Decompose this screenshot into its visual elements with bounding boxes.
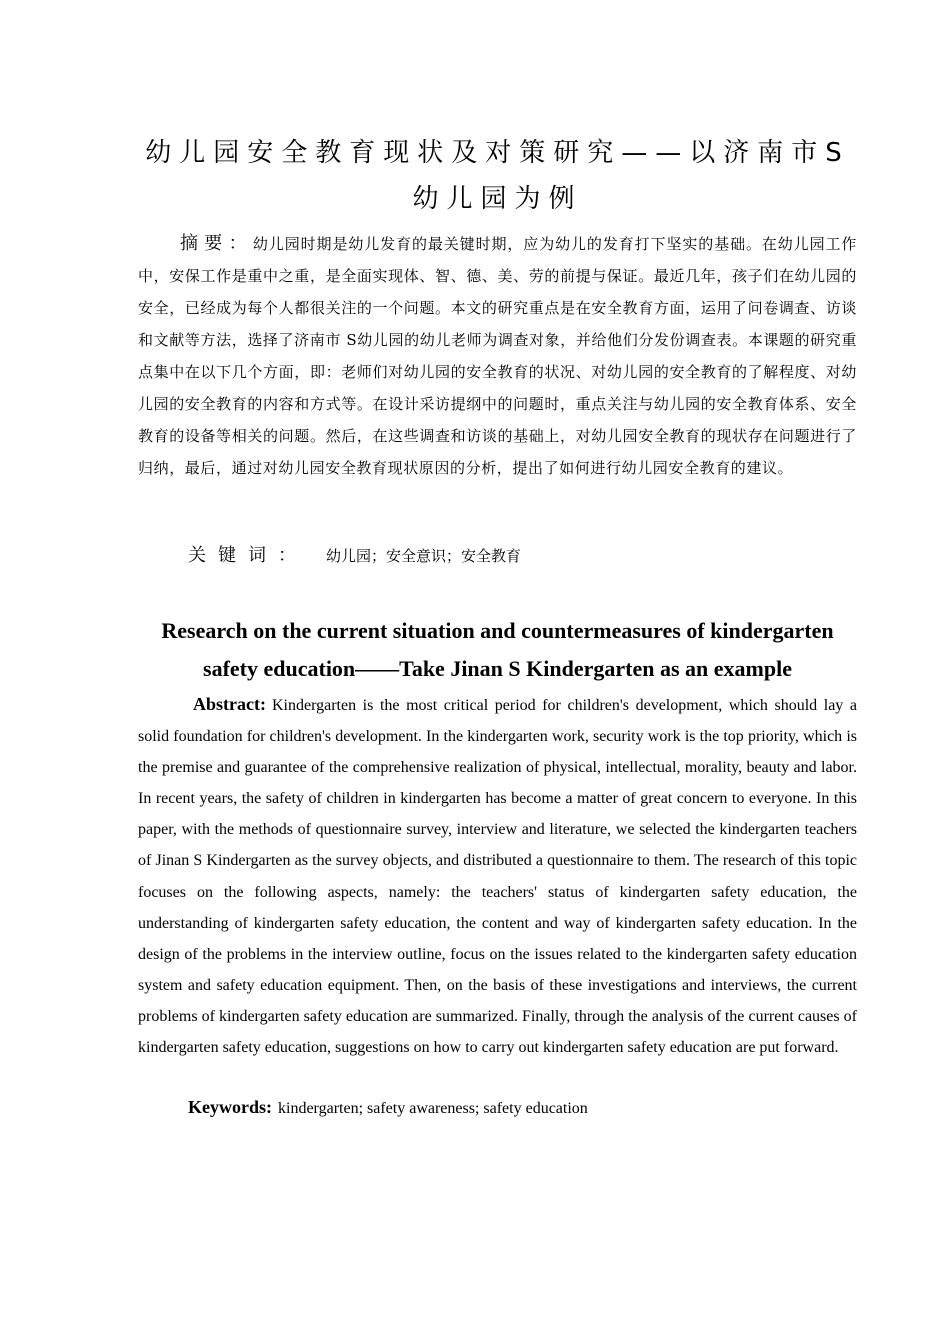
chinese-abstract-text: 幼儿园时期是幼儿发育的最关键时期，应为幼儿的发育打下坚实的基础。在幼儿园工作中，安保工作是重中之重，是全面实现体、智、德、美、劳的前提与保证。最近几年，孩子们在幼儿园的安全，已经成为每个人都很关注的一个问题。本文的研究重点是在安全教育方面，运用了问卷调查、访谈和文献等方法，选择了济南市 S幼儿园的幼儿老师为调查对象，并给他们分发份调查表。本课题的研究重点集中在以下几个方面，即：老师们对幼儿园的安全教育的状况、对幼儿园的安全教育的了解程度、对幼儿园的安全教育的内容和方式等。在设计采访提纲中的问题时，重点关注与幼儿园的安全教育体系、安全教育的设备等相关的问题。然后，在这些调查和访谈的基础上，对幼儿园安全教育的现状存在问题进行了归纳，最后，通过对幼儿园安全教育现状原因的分析，提出了如何进行幼儿园安全教育的建议。	[138, 235, 857, 477]
chinese-title: 幼儿园安全教育现状及对策研究——以济南市S幼儿园为例	[145, 138, 850, 214]
chinese-abstract	[138, 228, 857, 484]
english-keywords-text: kindergarten; safety awareness; safety education	[278, 1100, 588, 1117]
chinese-keywords-label: 关键词：	[188, 545, 308, 566]
chinese-keywords-text: 幼儿园；安全意识；安全教育	[326, 547, 522, 565]
english-abstract	[138, 689, 857, 1063]
chinese-abstract-label: 摘要：	[180, 233, 253, 254]
chinese-keywords	[138, 540, 857, 572]
english-keywords	[138, 1092, 857, 1124]
english-title: Research on the current situation and countermeasures of kindergarten safety education——Take Jinan S Kindergarten as an example	[161, 618, 834, 681]
english-abstract-text: Kindergarten is the most critical period for children's development, which should lay a solid foundation for children's development. In the kindergarten work, security work is the top priority, which is the premise and guarantee of the comprehensive realization of physical, intellectual, morality, beauty and labor. In recent years, the safety of children in kindergarten has become a matter of great concern to everyone. In this paper, with the methods of questionnaire survey, interview and literature, we selected the kindergarten teachers of Jinan S Kindergarten as the survey objects, and distributed a questionnaire to them. The research of this topic focuses on the following aspects, namely: the teachers' status of kindergarten safety education, the understanding of kindergarten safety education, the content and way of kindergarten safety education. In the design of the problems in the interview outline, focus on the issues related to the kindergarten safety education system and safety education equipment. Then, on the basis of these investigations and interviews, the current problems of kindergarten safety education are summarized. Finally, through the analysis of the current causes of kindergarten safety education, suggestions on how to carry out kindergarten safety education are put forward.	[138, 697, 857, 1057]
english-abstract-label: Abstract:	[193, 694, 266, 714]
english-keywords-label: Keywords:	[188, 1097, 272, 1117]
